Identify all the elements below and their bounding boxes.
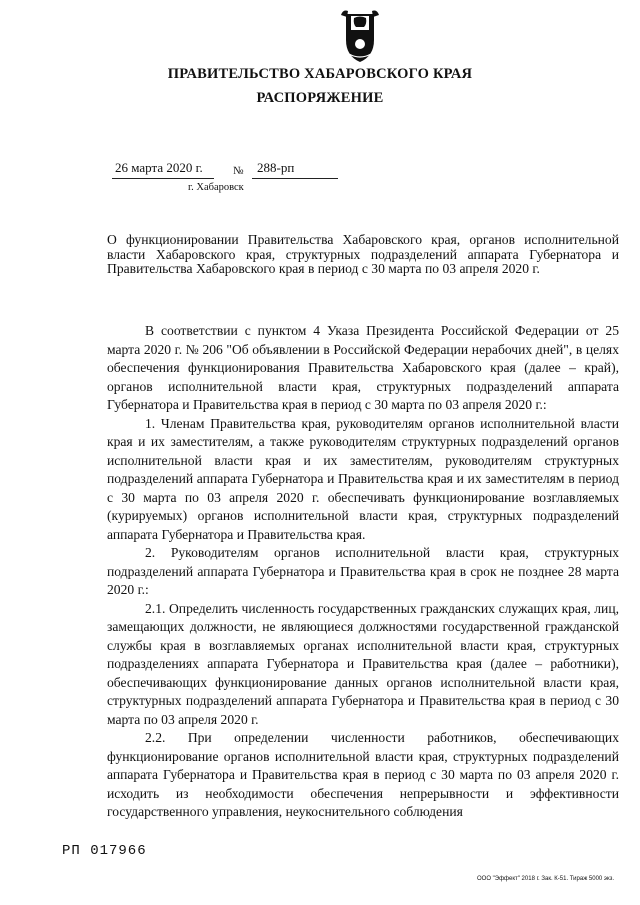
document-type-title: РАСПОРЯЖЕНИЕ — [256, 90, 384, 106]
document-date: 26 марта 2020 г. — [115, 160, 203, 175]
document-subject: О функционировании Правительства Хабаровского края, органов исполнительной власти Хабаровского края, структурных подразделений аппарата Губернатора и Правительства Хабаровского края в период с 30 марта по 03 апреля 2020 г. — [107, 232, 619, 276]
body-paragraph: В соответствии с пунктом 4 Указа Президента Российской Федерации от 25 марта 2020 г. № 206 "Об объявлении в Российской Федерации нерабочих дней", в целях обеспечения функционирования Правительства Хабаровского края (далее – край), органов исполнительной власти края, структурных подразделений аппарата Губернатора и Правительства края в период с 30 марта по 03 апреля 2020 г.: — [107, 323, 619, 412]
date-underline — [112, 178, 214, 179]
body-paragraph: 2.2. При определении численности работников, обеспечивающих функционирование органов исполнительной власти края, структурных подразделений аппарата Губернатора и Правительства края в период с 30 марта по 03 апреля 2020 г. исходить из необходимости обеспечения непрерывности и эффективности государственного управления, неукоснительного соблюдения — [107, 730, 619, 819]
body-paragraph: 2. Руководителям органов исполнительной власти края, структурных подразделений аппарата Губернатора и Правительства края в срок не позднее 28 марта 2020 г.: — [107, 545, 619, 597]
body-paragraph: 2.1. Определить численность государственных гражданских служащих края, лиц, замещающих должности, не являющиеся должностями государственной гражданской службы края в возглавляемых органах исполнительной власти края, структурных подразделениях аппарата Губернатора и Правительства края (далее – работники), обеспечивающих функционирование данных органов исполнительной власти края, структурных подразделений аппарата Губернатора и Правительства края в период с 30 марта по 03 апреля 2020 г. — [107, 600, 619, 727]
organization-title: ПРАВИТЕЛЬСТВО ХАБАРОВСКОГО КРАЯ — [167, 66, 473, 82]
number-underline — [252, 178, 338, 179]
form-serial-number: РП 017966 — [62, 843, 147, 859]
body-paragraph: 1. Членам Правительства края, руководителям органов исполнительной власти края и их заместителям, а также руководителям структурных подразделений органов исполнительной власти края и их заместителям, руководителям структурных подразделений аппарата Губернатора и Правительства края и их заместителям в период с 30 марта по 03 апреля 2020 г. обеспечивать функционирование возглавляемых (курируемых) органов исполнительной власти края, структурных подразделений аппарата Губернатора и Правительства края. — [107, 415, 619, 542]
coat-of-arms-icon — [335, 6, 385, 64]
printer-imprint: ООО "Эффект" 2018 г. Зак. К-51. Тираж 5000 экз. — [477, 876, 615, 882]
document-number: 288-рп — [257, 160, 295, 175]
number-label: № — [233, 165, 244, 177]
document-city: г. Хабаровск — [188, 182, 244, 193]
document-body — [107, 322, 619, 822]
